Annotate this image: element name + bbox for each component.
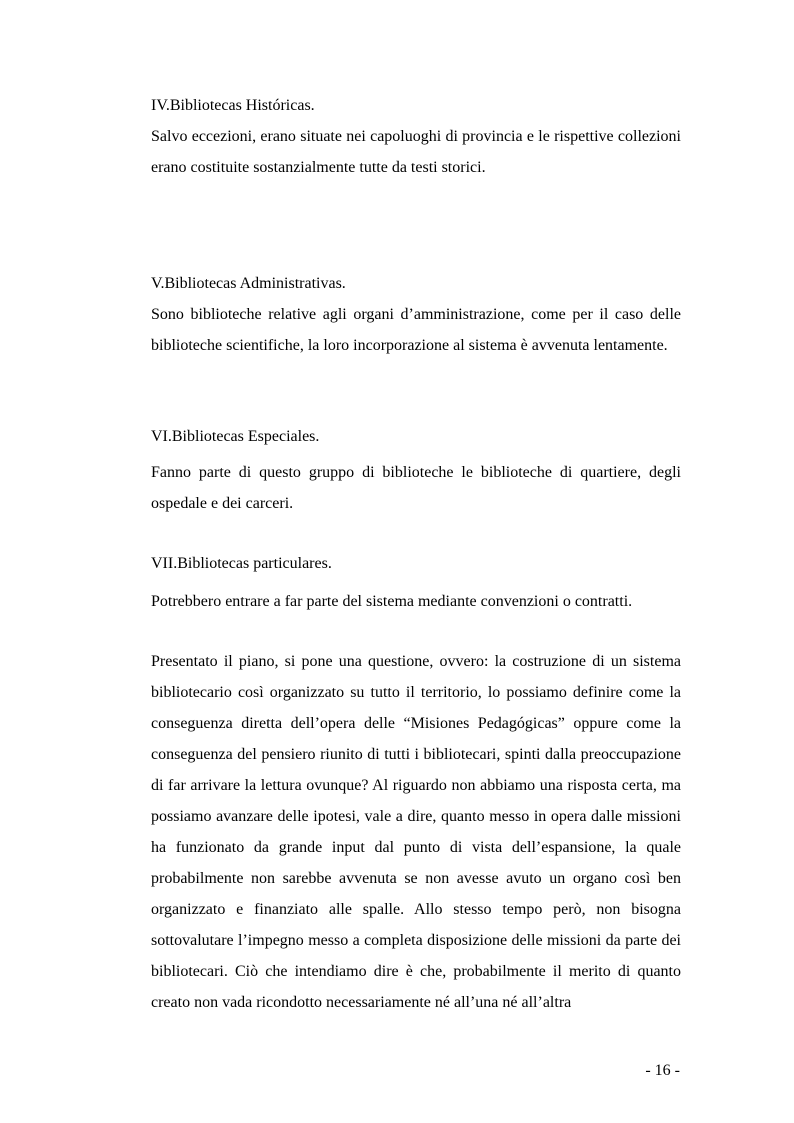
section-text-especiales: Fanno parte di questo gruppo di biblioteche le biblioteche di quartiere, degli ospedale e dei carceri. — [151, 464, 681, 512]
section-heading-administrativas: V.Bibliotecas Administrativas. — [151, 275, 346, 292]
section-heading-especiales: VI.Bibliotecas Especiales. — [151, 428, 320, 445]
section-heading-historicas: IV.Bibliotecas Históricas. — [151, 97, 315, 114]
section-text-administrativas: Sono biblioteche relative agli organi d’amministrazione, come per il caso delle biblioteche scientifiche, la loro incorporazione al sistema è avvenuta lentamente. — [151, 306, 681, 354]
section-text-particulares: Potrebbero entrare a far parte del sistema mediante convenzioni o contratti. — [151, 593, 633, 610]
page-number: - 16 - — [645, 1062, 680, 1079]
section-text-historicas: Salvo eccezioni, erano situate nei capoluoghi di provincia e le rispettive collezioni erano costituite sostanzialmente tutte da testi storici. — [151, 128, 681, 176]
section-heading-particulares: VII.Bibliotecas particulares. — [151, 555, 332, 572]
body-paragraph: Presentato il piano, si pone una questione, ovvero: la costruzione di un sistema bibliotecario così organizzato su tutto il territorio, lo possiamo definire come la conseguenza diretta dell’opera delle “Misiones Pedagógicas” oppure come la conseguenza del pensiero riunito di tutti i bibliotecari, spinti dalla preoccupazione di far arrivare la lettura ovunque? Al riguardo non abbiamo una risposta certa, ma possiamo avanzare delle ipotesi, vale a dire, quanto messo in opera dalle missioni ha funzionato da grande input dal punto di vista dell’espansione, la quale probabilmente non sarebbe avvenuta se non avesse avuto un organo così ben organizzato e finanziato alle spalle. Allo stesso tempo però, non bisogna sottovalutare l’impegno messo a completa disposizione delle missioni da parte dei bibliotecari. Ciò che intendiamo dire è che, probabilmente il merito di quanto creato non vada ricondotto necessariamente né all’una né all’altra — [151, 653, 681, 1011]
